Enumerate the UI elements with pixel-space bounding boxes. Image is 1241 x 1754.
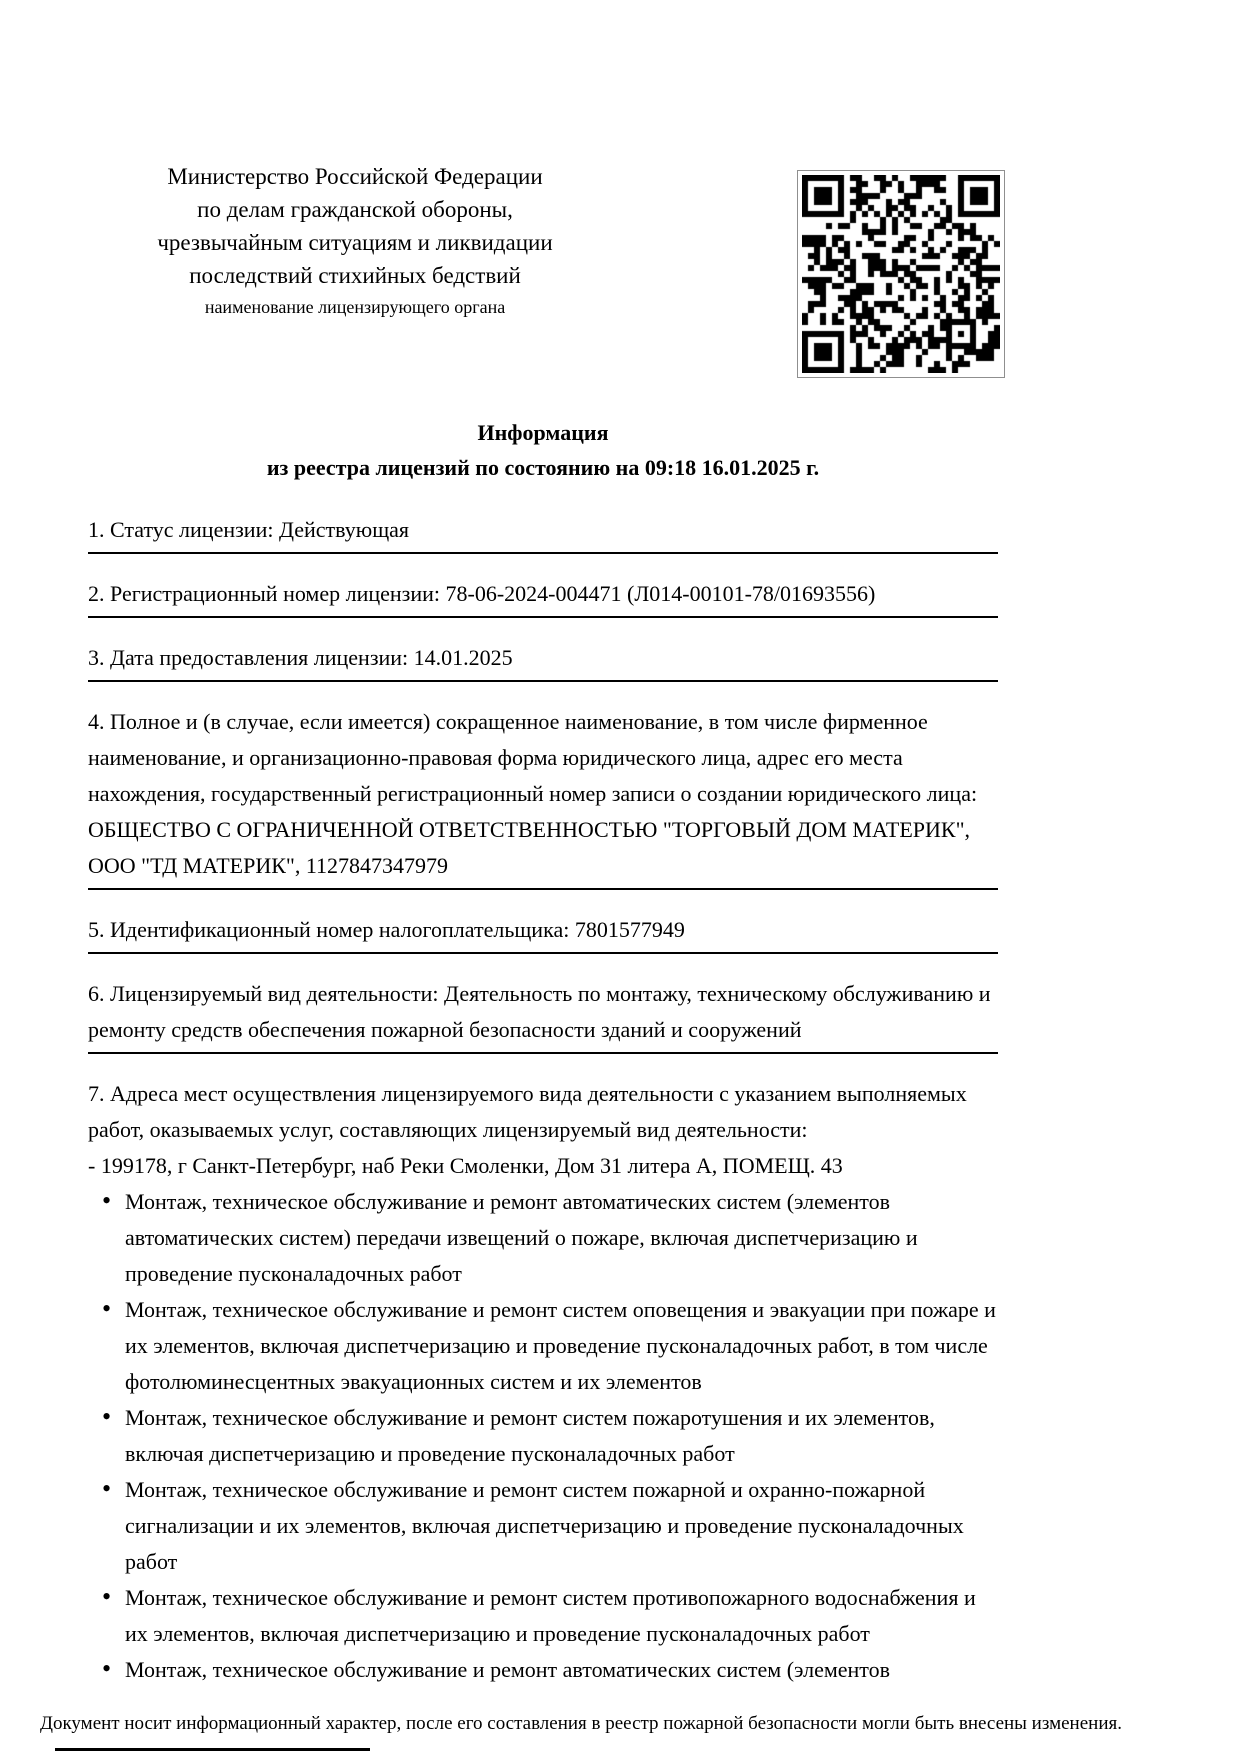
licensing-authority-block [90,160,620,319]
qr-code-icon [797,170,1005,378]
ministry-line: Министерство Российской Федерации [167,164,543,189]
document-title [88,415,998,485]
licensing-authority-caption: наименование лицензирующего органа [204,297,506,317]
field-organization-name: 4. Полное и (в случае, если имеется) сокращенное наименование, в том числе фирменное наименование, и организационно-правовая форма юридического лица, адрес его места нахождения, государственный регистрационный номер записи о создании юридического лица: ОБЩЕСТВО С ОГРАНИЧЕННОЙ ОТВЕТСТВЕННОСТЬЮ "ТОРГОВЫЙ ДОМ МАТЕРИК", ООО "ТД МАТЕРИК", 1127847347979 [88,704,998,890]
ministry-line: последствий стихийных бедствий [189,263,521,288]
works-list-item: • Монтаж, техническое обслуживание и ремонт систем пожарной и охранно-пожарной сигнализации и их элементов, включая диспетчеризацию и проведение пусконаладочных работ [88,1472,998,1580]
works-list-item: • Монтаж, техническое обслуживание и ремонт систем противопожарного водоснабжения и их элементов, включая диспетчеризацию и проведение пусконаладочных работ [88,1580,998,1652]
section7-intro: 7. Адреса мест осуществления лицензируемого вида деятельности с указанием выполняемых работ, оказываемых услуг, составляющих лицензируемый вид деятельности: [88,1081,967,1142]
works-list-item: • Монтаж, техническое обслуживание и ремонт автоматических систем (элементов [88,1652,998,1688]
works-list-item: • Монтаж, техническое обслуживание и ремонт систем оповещения и эвакуации при пожаре и их элементов, включая диспетчеризацию и проведение пусконаладочных работ, в том числе фотолюминесцентных эвакуационных систем и их элементов [88,1292,998,1400]
works-list-item: • Монтаж, техническое обслуживание и ремонт автоматических систем (элементов автоматических систем) передачи извещений о пожаре, включая диспетчеризацию и проведение пусконаладочных работ [88,1184,998,1292]
section7-address: - 199178, г Санкт-Петербург, наб Реки Смоленки, Дом 31 литера А, ПОМЕЩ. 43 [88,1153,843,1178]
field-license-status: 1. Статус лицензии: Действующая [88,512,998,554]
bottom-rule [55,1748,370,1751]
field-taxpayer-number: 5. Идентификационный номер налогоплательщика: 7801577949 [88,912,998,954]
works-list-item: • Монтаж, техническое обслуживание и ремонт систем пожаротушения и их элементов, включая диспетчеризацию и проведение пусконаладочных работ [88,1400,998,1472]
ministry-line: по делам гражданской обороны, [197,197,513,222]
document-title-line1: Информация [477,420,609,445]
field-registration-number: 2. Регистрационный номер лицензии: 78-06-2024-004471 (Л014-00101-78/01693556) [88,576,998,618]
field-licensed-activity: 6. Лицензируемый вид деятельности: Деятельность по монтажу, техническому обслуживанию и ремонту средств обеспечения пожарной безопасности зданий и сооружений [88,976,998,1054]
document-body [88,512,998,1688]
field-grant-date: 3. Дата предоставления лицензии: 14.01.2025 [88,640,998,682]
ministry-line: чрезвычайным ситуациям и ликвидации [157,230,553,255]
footer-note: Документ носит информационный характер, после его составления в реестр пожарной безопасности могли быть внесены изменения. [40,1713,1122,1734]
works-list [88,1184,998,1688]
qr-code-canvas [802,175,1000,373]
document-title-line2: из реестра лицензий по состоянию на 09:18 16.01.2025 г. [266,455,820,480]
